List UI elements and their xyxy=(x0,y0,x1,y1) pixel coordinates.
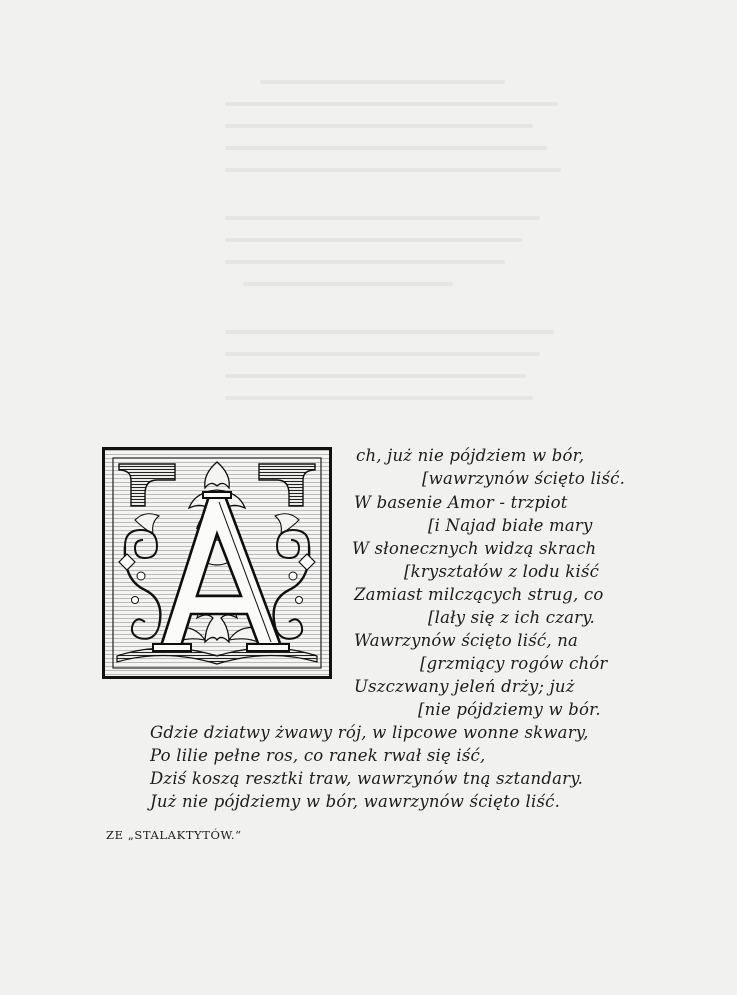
poem-line: Dziś koszą resztki traw, wawrzynów tną sztandary. xyxy=(150,769,584,788)
ornament-illustration xyxy=(105,450,329,676)
poem-line: [i Najad białe mary xyxy=(428,516,593,535)
source-note: ZE „STALAKTYTÓW.“ xyxy=(106,828,242,842)
poem-line: Gdzie dziatwy żwawy rój, w lipcowe wonne skwary, xyxy=(150,723,589,742)
poem-line: Wawrzynów ścięto liść, na xyxy=(354,631,579,650)
poem-line: ch, już nie pójdziem w bór, xyxy=(356,446,585,465)
poem-line: W basenie Amor - trzpiot xyxy=(354,493,568,512)
poem-line: [wawrzynów ścięto liść. xyxy=(422,469,626,488)
poem-line: [lały się z ich czary. xyxy=(428,608,595,627)
poem-line: Już nie pójdziemy w bór, wawrzynów ścięto liść. xyxy=(150,792,561,811)
poem-line: [nie pójdziemy w bór. xyxy=(418,700,601,719)
poem-line: Zamiast milczących strug, co xyxy=(354,585,604,604)
poem-line: W słonecznych widzą skrach xyxy=(352,539,597,558)
poem-line: [kryształów z lodu kiść xyxy=(404,562,600,581)
poem-line: Uszczwany jeleń drży; już xyxy=(354,677,575,696)
poem-line: Po lilie pełne ros, co ranek rwał się iść, xyxy=(150,746,486,765)
poem-line: [grzmiący rogów chór xyxy=(420,654,608,673)
ornamental-initial xyxy=(102,447,332,679)
